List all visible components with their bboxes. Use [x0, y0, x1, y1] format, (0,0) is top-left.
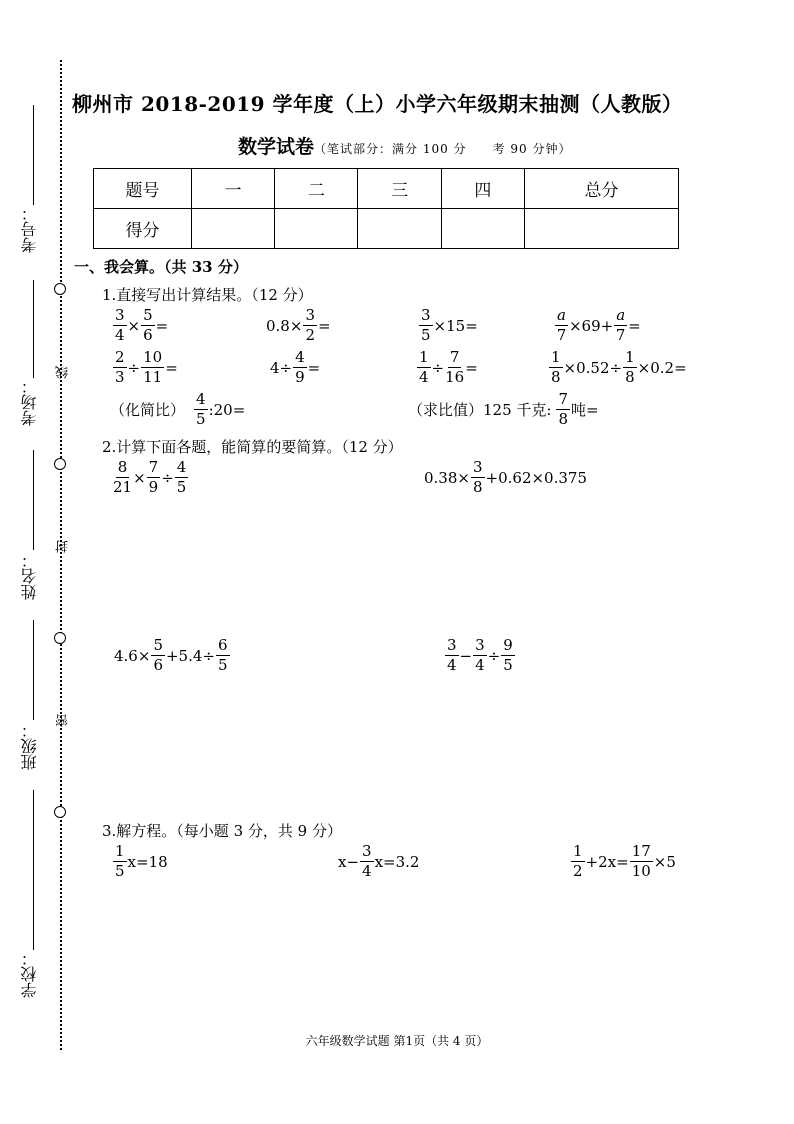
q1-d: $\frac{a}{7}$ ×69+ $\frac{a}{7}$ =	[556, 306, 641, 344]
fraction: $\frac{1}{2}$	[573, 842, 583, 880]
side-word-seal: 封	[56, 540, 71, 553]
q3-a: $\frac{1}{5}$ x=18	[115, 842, 168, 880]
name-line	[33, 450, 34, 550]
q2-d: $\frac{3}{4}$ − $\frac{3}{4}$ ÷ $\frac{9}{5}$	[447, 636, 513, 674]
q1-c: $\frac{3}{5}$ ×15=	[421, 306, 478, 344]
fraction: $\frac{3}{8}$	[472, 458, 483, 496]
q2-b: 0.38× $\frac{3}{8}$ +0.62×0.375	[424, 458, 587, 496]
fraction: $\frac{17}{10}$	[631, 842, 651, 880]
score-table	[93, 168, 679, 249]
fraction: $\frac{1}{4}$	[419, 348, 429, 386]
fraction: $\frac{6}{5}$	[217, 636, 228, 674]
q1-j: （求比值）125 千克: $\frac{7}{8}$ 吨=	[408, 390, 599, 428]
exam-number-line	[33, 105, 34, 205]
score-cell-total[interactable]	[524, 209, 678, 249]
q2-c: 4.6× $\frac{5}{6}$ +5.4÷ $\frac{6}{5}$	[114, 636, 228, 674]
q2-a: $\frac{8}{21}$ × $\frac{7}{9}$ ÷ $\frac{4}{5}$	[113, 458, 187, 496]
binding-hole-1	[54, 283, 66, 295]
fraction: $\frac{3}{2}$	[305, 306, 315, 344]
fraction: $\frac{5}{6}$	[153, 636, 163, 674]
fraction: $\frac{3}{4}$	[362, 842, 372, 880]
label-name: 姓名：	[20, 552, 39, 600]
page-title: 柳州市 2018-2019 学年度（上）小学六年级期末抽测（人教版）	[72, 92, 683, 116]
fraction: $\frac{3}{5}$	[421, 306, 431, 344]
fraction: $\frac{4}{5}$	[176, 458, 187, 496]
fraction: $\frac{8}{21}$	[113, 458, 133, 496]
binding-hole-2	[54, 458, 66, 470]
q3-title: 3.解方程。（每小题 3 分，共 9 分）	[102, 822, 342, 840]
score-table-col-2: 二	[275, 169, 358, 209]
school-line	[33, 790, 34, 950]
score-table-col-4: 四	[441, 169, 524, 209]
exam-room-line	[33, 280, 34, 378]
fraction: $\frac{1}{8}$	[625, 348, 635, 386]
q3-b: x− $\frac{3}{4}$ x=3.2	[338, 842, 420, 880]
q1-title: 1.直接写出计算结果。（12 分）	[102, 286, 313, 304]
fraction: $\frac{7}{8}$	[558, 390, 568, 428]
fraction: $\frac{a}{7}$	[615, 306, 626, 344]
score-cell-1[interactable]	[192, 209, 275, 249]
score-table-score-row	[94, 209, 679, 249]
fraction: $\frac{3}{4}$	[447, 636, 457, 674]
binding-dotted-line	[60, 60, 62, 1050]
score-cell-4[interactable]	[441, 209, 524, 249]
label-class: 班级：	[20, 722, 39, 770]
score-table-header-row	[94, 169, 679, 209]
fraction: $\frac{9}{5}$	[503, 636, 513, 674]
section1-heading: 一、我会算。（共 33 分）	[74, 258, 248, 276]
binding-hole-4	[54, 806, 66, 818]
fraction: $\frac{7}{16}$	[445, 348, 465, 386]
side-word-secret: 密	[56, 714, 71, 727]
q1-a: $\frac{3}{4}$ × $\frac{5}{6}$ =	[115, 306, 169, 344]
q2-title: 2.计算下面各题，能简算的要简算。（12 分）	[102, 438, 403, 456]
fraction: $\frac{1}{5}$	[115, 842, 125, 880]
side-word-line: 线	[56, 366, 71, 379]
label-school: 学校：	[20, 950, 39, 998]
q1-f: 4÷ $\frac{4}{9}$ =	[270, 348, 321, 386]
fraction: $\frac{4}{5}$	[196, 390, 206, 428]
label-exam-number: 考号：	[20, 205, 39, 253]
q1-h: $\frac{1}{8}$ ×0.52÷ $\frac{1}{8}$ ×0.2=	[551, 348, 687, 386]
label-exam-room: 考场：	[20, 378, 39, 426]
subtitle-note: （笔试部分：满分 100 分 考 90 分钟）	[314, 142, 572, 156]
score-table-header-label: 题号	[94, 169, 192, 209]
fraction: $\frac{3}{4}$	[115, 306, 125, 344]
score-table-col-1: 一	[192, 169, 275, 209]
page-subtitle	[238, 132, 571, 159]
q1-b: 0.8× $\frac{3}{2}$ =	[266, 306, 331, 344]
score-cell-2[interactable]	[275, 209, 358, 249]
fraction: $\frac{4}{9}$	[295, 348, 305, 386]
score-table-col-total: 总分	[524, 169, 678, 209]
fraction: $\frac{5}{6}$	[143, 306, 153, 344]
q1-i: （化简比） $\frac{4}{5}$ :20=	[110, 390, 246, 428]
page-footer: 六年级数学试题 第1页（共 4 页）	[305, 1034, 489, 1048]
q3-c: $\frac{1}{2}$ +2x= $\frac{17}{10}$ ×5	[573, 842, 676, 880]
score-table-col-3: 三	[358, 169, 441, 209]
fraction: $\frac{1}{8}$	[551, 348, 561, 386]
score-table-row-label: 得分	[94, 209, 192, 249]
q1-g: $\frac{1}{4}$ ÷ $\frac{7}{16}$ =	[419, 348, 478, 386]
subtitle-text: 数学试卷	[238, 136, 315, 158]
fraction: $\frac{7}{9}$	[148, 458, 159, 496]
q1-e: $\frac{2}{3}$ ÷ $\frac{10}{11}$ =	[115, 348, 178, 386]
score-cell-3[interactable]	[358, 209, 441, 249]
fraction: $\frac{3}{4}$	[475, 636, 485, 674]
fraction: $\frac{a}{7}$	[556, 306, 567, 344]
class-line	[33, 620, 34, 720]
fraction: $\frac{10}{11}$	[143, 348, 163, 386]
binding-hole-3	[54, 632, 66, 644]
fraction: $\frac{2}{3}$	[115, 348, 125, 386]
